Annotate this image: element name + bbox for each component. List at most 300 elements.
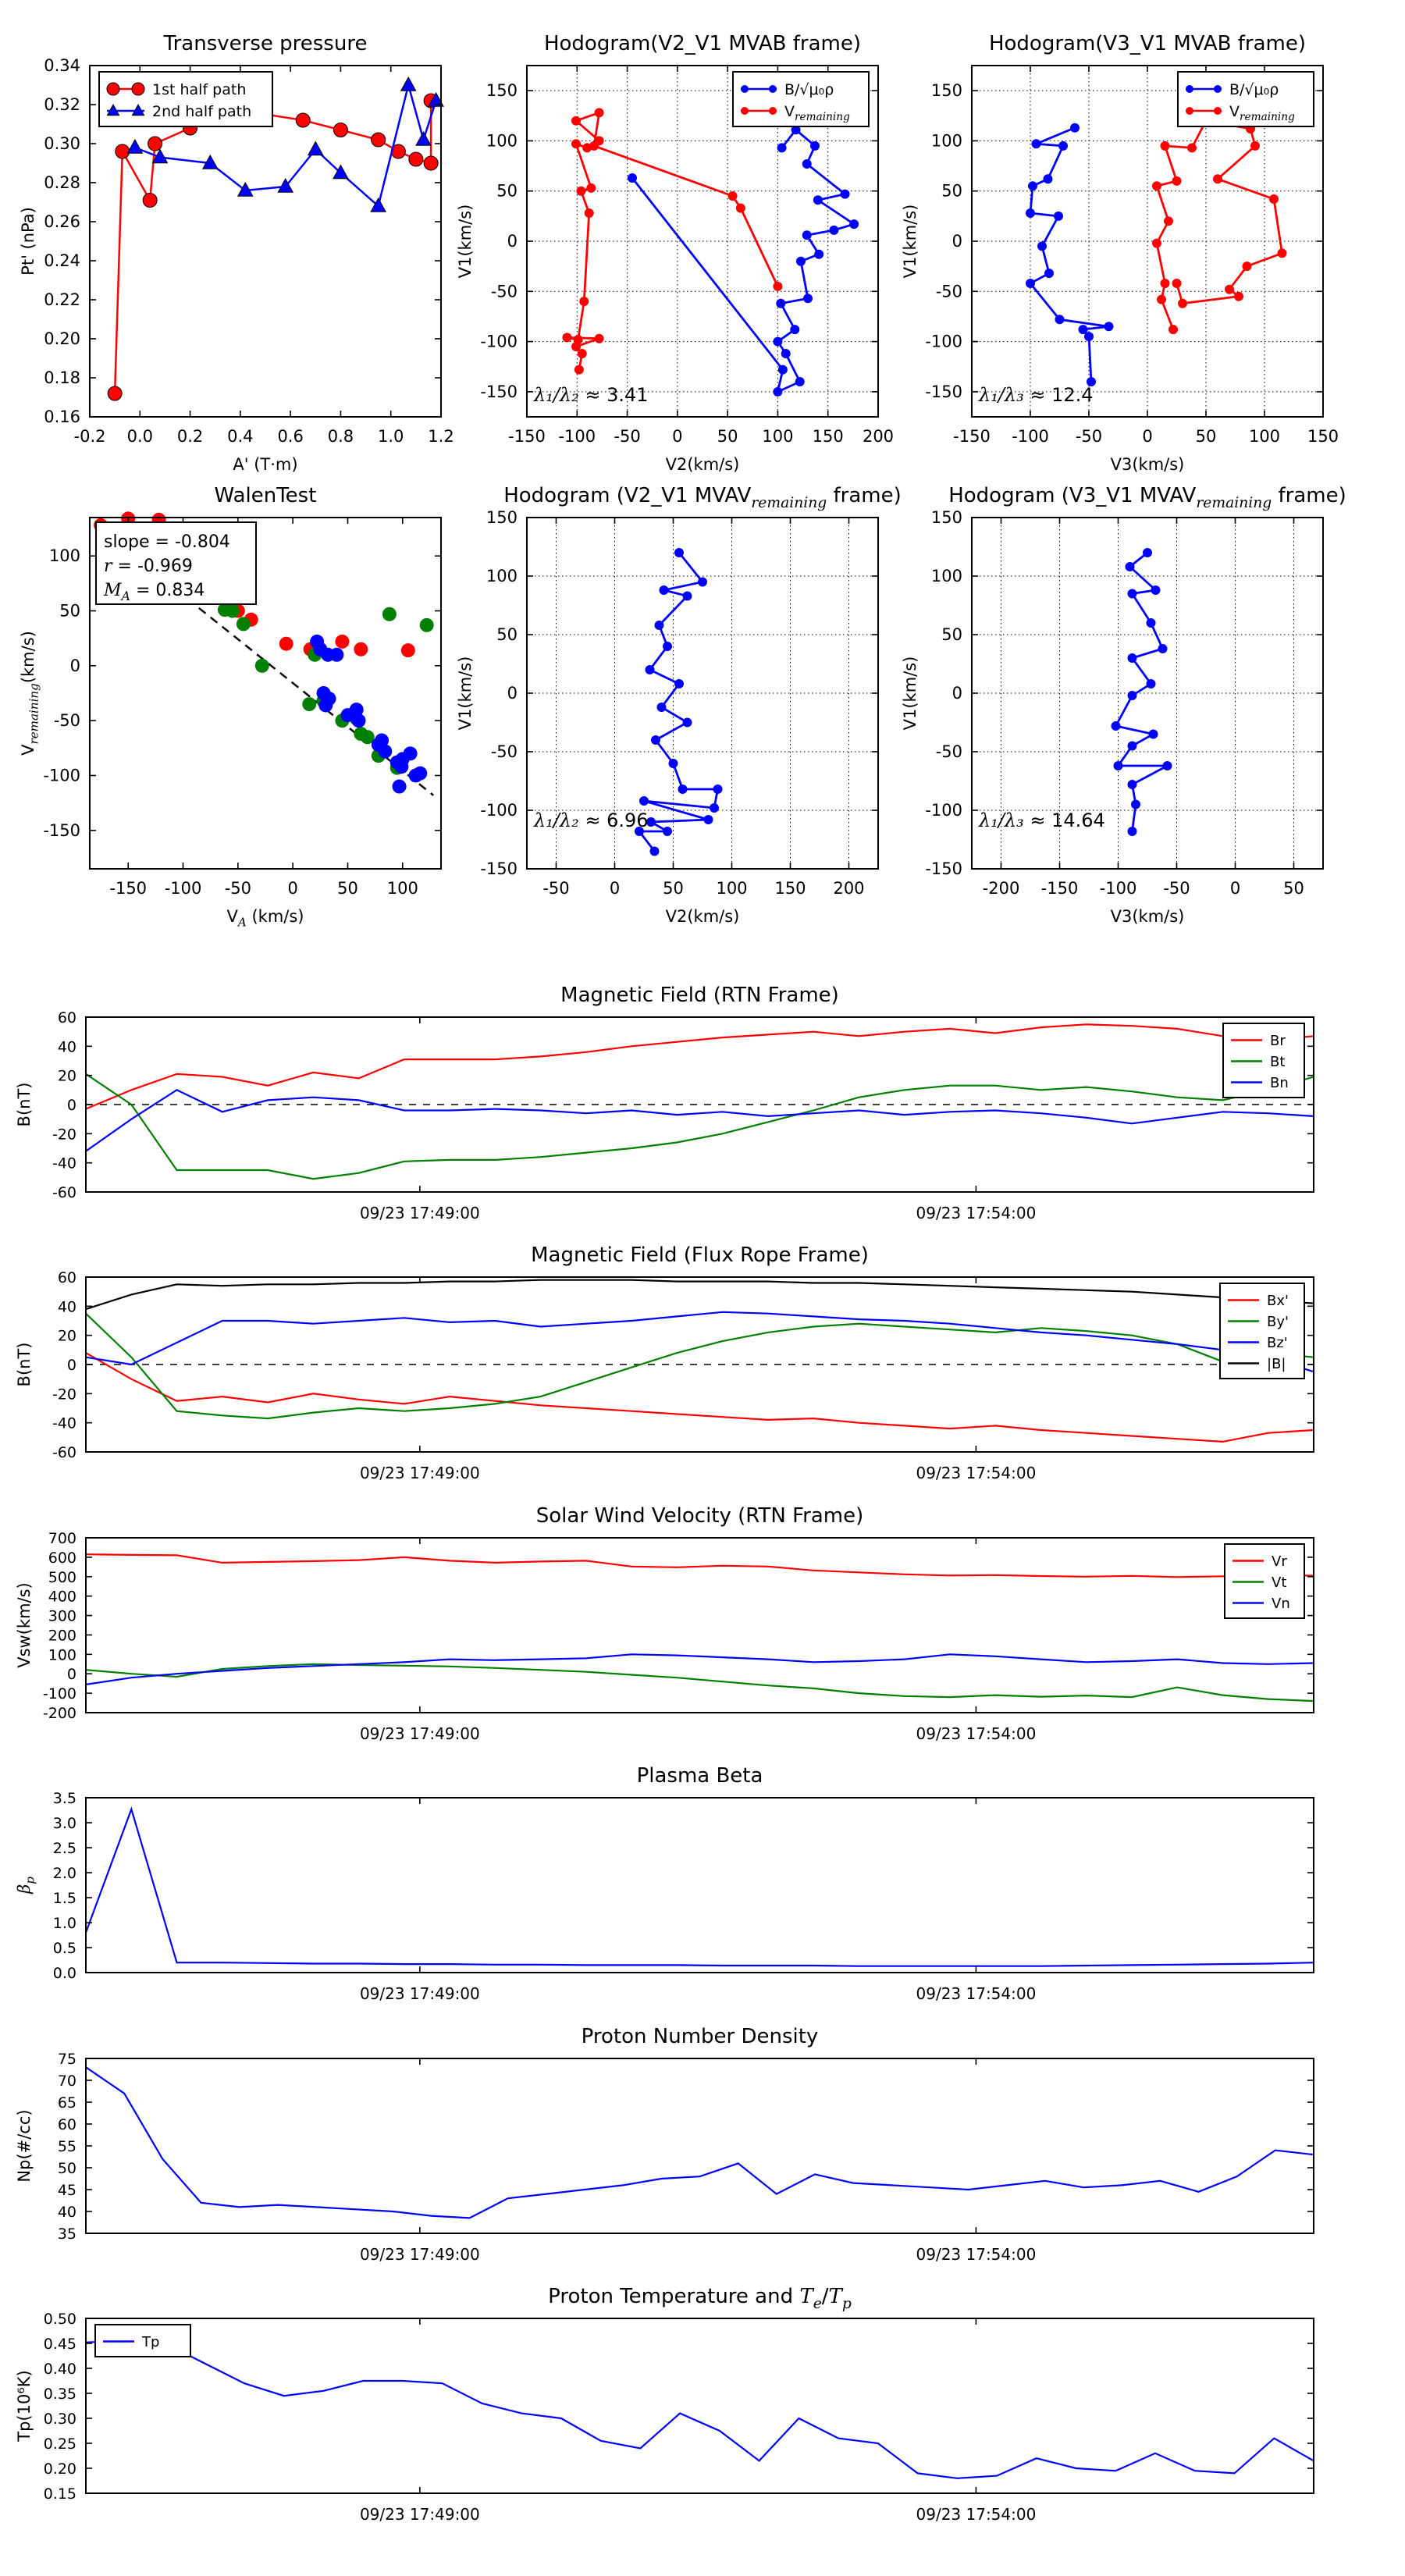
data-point xyxy=(813,195,823,205)
x-tick-label: 200 xyxy=(833,879,865,898)
y-tick-label: 55 xyxy=(57,2138,76,2155)
chart-title: Magnetic Field (RTN Frame) xyxy=(560,984,839,1007)
legend-label: Br xyxy=(1270,1032,1286,1049)
x-tick-label: 50 xyxy=(717,427,738,446)
data-point xyxy=(1112,721,1121,731)
y-tick-label: 0 xyxy=(507,684,518,703)
data-point xyxy=(1186,107,1193,115)
data-point xyxy=(1037,241,1047,251)
data-point xyxy=(382,607,397,621)
y-tick-label: 0.40 xyxy=(43,2361,76,2378)
chart-title: Magnetic Field (Flux Rope Frame) xyxy=(531,1244,869,1267)
data-point xyxy=(352,713,366,728)
y-tick-label: 0 xyxy=(69,656,80,675)
y-tick-label: 150 xyxy=(930,508,962,527)
data-point xyxy=(660,585,669,595)
data-point xyxy=(769,85,777,93)
data-point xyxy=(1243,262,1252,271)
legend-label: B/√μ₀ρ xyxy=(784,80,834,98)
x-tick-label: -50 xyxy=(1075,427,1103,446)
y-tick-label: 100 xyxy=(48,1646,76,1664)
y-tick-label: 0.34 xyxy=(44,56,80,75)
y-tick-label: 40 xyxy=(57,2204,76,2221)
data-point xyxy=(1044,174,1053,183)
data-point xyxy=(1168,325,1178,334)
y-tick-label: 35 xyxy=(57,2226,76,2243)
x-tick-label: 50 xyxy=(663,879,684,898)
y-tick-label: 65 xyxy=(57,2094,76,2112)
data-point xyxy=(1163,761,1172,770)
y-tick-label: 0.32 xyxy=(44,95,80,114)
data-point xyxy=(704,815,713,824)
x-tick-label: -150 xyxy=(109,879,148,898)
y-tick-label: 50 xyxy=(496,181,518,201)
x-tick-label: 150 xyxy=(812,427,844,446)
series-Bt xyxy=(86,1074,1314,1179)
y-tick-label: 60 xyxy=(57,2116,76,2133)
data-point xyxy=(736,204,745,213)
y-tick-label: 0 xyxy=(66,1097,76,1114)
data-point xyxy=(1278,248,1287,258)
legend-label: By' xyxy=(1267,1313,1289,1330)
x-tick-label: 100 xyxy=(386,879,418,898)
stats-line: slope = -0.804 xyxy=(104,532,230,552)
y-tick-label: 50 xyxy=(941,181,962,201)
data-point xyxy=(595,334,604,343)
series-Vt xyxy=(86,1664,1314,1701)
chart-title: Hodogram(V2_V1 MVAB frame) xyxy=(543,32,862,55)
x-tick-label: 09/23 17:49:00 xyxy=(359,1724,480,1743)
annotation-lambda-ratio: λ₁/λ₂ ≈ 6.96 xyxy=(534,809,649,831)
y-tick-label: 0 xyxy=(66,1357,76,1374)
chart-title: Plasma Beta xyxy=(636,1764,763,1788)
y-tick-label: 0.24 xyxy=(44,251,80,270)
data-point xyxy=(829,226,838,235)
data-point xyxy=(1269,194,1279,204)
y-tick-label: 45 xyxy=(57,2182,76,2199)
y-tick-label: 0.16 xyxy=(44,407,80,426)
series-Bz' xyxy=(86,1312,1314,1372)
y-tick-label: -100 xyxy=(43,766,80,785)
chart-magnetic-field-rtn xyxy=(0,966,1378,1264)
data-point xyxy=(1044,269,1054,278)
y-tick-label: -150 xyxy=(925,859,962,878)
y-tick-label: 50 xyxy=(941,625,962,644)
chart-title: Hodogram (V2_V1 $MVAV_{remaining}$ frame) xyxy=(503,484,902,512)
axis-x-label: V3(km/s) xyxy=(1110,455,1185,474)
y-tick-label: -100 xyxy=(480,801,518,820)
data-point xyxy=(710,803,719,813)
data-point xyxy=(404,746,418,760)
data-point xyxy=(1128,742,1137,751)
data-point xyxy=(663,827,672,836)
data-point xyxy=(1186,85,1193,93)
x-tick-label: -100 xyxy=(1012,427,1049,446)
y-tick-label: -50 xyxy=(490,742,518,761)
x-tick-label: 09/23 17:54:00 xyxy=(916,2245,1037,2264)
legend-label: Bt xyxy=(1270,1053,1286,1070)
data-point xyxy=(841,190,850,199)
data-point xyxy=(279,637,293,651)
data-point xyxy=(655,621,664,630)
y-tick-label: -60 xyxy=(52,1444,76,1461)
y-tick-label: -200 xyxy=(42,1705,76,1722)
data-point xyxy=(576,187,585,196)
data-point xyxy=(255,659,269,673)
y-tick-label: 20 xyxy=(57,1067,76,1085)
x-tick-label: 1.2 xyxy=(428,427,454,446)
x-tick-label: 50 xyxy=(337,879,358,898)
data-point xyxy=(728,191,738,201)
data-point xyxy=(810,141,820,151)
legend-label: Bz' xyxy=(1267,1334,1288,1351)
chart-title: Proton Temperature and $T_e/T_p$ xyxy=(548,2285,852,2313)
x-tick-label: 0.2 xyxy=(176,427,204,446)
data-point xyxy=(713,785,723,794)
axes-box xyxy=(86,1798,1314,1973)
y-tick-label: 0.28 xyxy=(44,173,80,192)
axis-y-label: V1(km/s) xyxy=(901,204,919,279)
data-point xyxy=(237,617,251,631)
y-tick-label: -20 xyxy=(52,1126,76,1144)
series-B xyxy=(1030,128,1109,382)
data-point xyxy=(571,139,581,148)
y-tick-label: 0.50 xyxy=(43,2311,76,2328)
data-point xyxy=(394,760,408,774)
data-point xyxy=(773,337,782,347)
data-point xyxy=(296,113,310,127)
data-point xyxy=(1128,691,1137,700)
x-tick-label: 150 xyxy=(1307,427,1339,446)
data-point xyxy=(1055,315,1065,324)
y-tick-label: 0.45 xyxy=(43,2336,76,2353)
x-tick-label: 09/23 17:49:00 xyxy=(359,2505,480,2524)
data-point xyxy=(335,635,349,649)
x-tick-label: 1.0 xyxy=(378,427,404,446)
chart-hodogram-v2v1-mvav xyxy=(435,466,942,941)
y-tick-label: 0.18 xyxy=(44,368,80,387)
y-tick-label: 100 xyxy=(486,131,518,151)
y-tick-label: 500 xyxy=(48,1568,76,1586)
data-point xyxy=(1214,107,1222,115)
legend-label: $V_{remaining}$ xyxy=(1229,102,1295,123)
x-tick-label: 150 xyxy=(774,879,806,898)
data-point xyxy=(127,140,142,153)
data-point xyxy=(329,648,343,662)
data-point xyxy=(132,83,144,95)
x-tick-label: -150 xyxy=(953,427,991,446)
data-point xyxy=(650,847,660,856)
x-tick-label: 09/23 17:49:00 xyxy=(359,2245,480,2264)
y-tick-label: -100 xyxy=(480,332,518,351)
data-point xyxy=(1026,208,1035,218)
y-tick-label: -100 xyxy=(42,1685,76,1703)
data-point xyxy=(226,604,240,618)
y-tick-label: 150 xyxy=(486,508,518,527)
y-tick-label: 50 xyxy=(59,601,80,621)
data-point xyxy=(669,759,678,768)
axis-x-label: V2(km/s) xyxy=(665,455,740,474)
data-point xyxy=(354,642,368,656)
x-tick-label: 09/23 17:49:00 xyxy=(359,1984,480,2003)
x-tick-label: 0 xyxy=(1142,427,1153,446)
legend-label: $V_{remaining}$ xyxy=(784,102,850,123)
data-point xyxy=(401,77,416,91)
data-point xyxy=(589,141,599,151)
x-tick-label: -150 xyxy=(508,427,546,446)
chart-transverse-pressure xyxy=(0,14,505,489)
x-tick-label: 0.8 xyxy=(327,427,354,446)
axis-x-label: V2(km/s) xyxy=(665,907,740,926)
data-point xyxy=(639,796,649,806)
data-point xyxy=(1131,800,1140,809)
stats-line: $M_A = 0.834$ xyxy=(104,581,205,603)
data-point xyxy=(1172,279,1182,288)
data-point xyxy=(849,219,859,229)
y-tick-label: 50 xyxy=(57,2160,76,2177)
annotation-lambda-ratio: λ₁/λ₃ ≈ 14.64 xyxy=(979,809,1105,831)
data-point xyxy=(1128,589,1137,599)
x-tick-label: 09/23 17:54:00 xyxy=(916,1204,1037,1222)
data-point xyxy=(1143,548,1152,557)
x-tick-label: 09/23 17:49:00 xyxy=(359,1204,480,1222)
data-point xyxy=(674,679,684,688)
y-tick-label: -40 xyxy=(52,1155,76,1172)
axes-box xyxy=(86,1538,1314,1713)
data-point xyxy=(1147,618,1156,628)
data-point xyxy=(1172,176,1182,186)
y-tick-label: 50 xyxy=(496,625,518,644)
x-tick-label: -50 xyxy=(224,879,251,898)
x-tick-label: 09/23 17:54:00 xyxy=(916,1464,1037,1482)
data-point xyxy=(393,780,407,794)
data-point xyxy=(683,718,692,728)
y-tick-label: 0.25 xyxy=(43,2435,76,2453)
axes-box xyxy=(86,2058,1314,2233)
x-tick-label: -50 xyxy=(1163,879,1190,898)
y-tick-label: -50 xyxy=(490,282,518,301)
data-point xyxy=(678,785,688,794)
data-point xyxy=(579,297,589,306)
data-point xyxy=(1028,181,1037,190)
chart-hodogram-v2v1-mvab xyxy=(435,14,942,489)
x-tick-label: -150 xyxy=(1040,879,1079,898)
x-tick-label: 0 xyxy=(1229,879,1241,898)
data-point xyxy=(741,107,749,115)
y-tick-label: 0.30 xyxy=(44,134,80,153)
series-Tp xyxy=(86,2341,1314,2478)
y-tick-label: 0.20 xyxy=(44,329,80,348)
legend-label: |B| xyxy=(1267,1355,1286,1372)
y-tick-label: 2.0 xyxy=(52,1865,76,1882)
series-Bx' xyxy=(86,1353,1314,1442)
y-tick-label: 0 xyxy=(507,232,518,251)
chart-title: Hodogram (V3_V1 $MVAV_{remaining}$ frame) xyxy=(948,484,1346,512)
data-point xyxy=(1128,653,1137,663)
y-tick-label: 0.15 xyxy=(43,2485,76,2503)
data-point xyxy=(1114,761,1123,770)
data-point xyxy=(802,159,812,169)
data-point xyxy=(683,592,692,601)
x-tick-label: -0.2 xyxy=(73,427,106,446)
y-tick-label: -100 xyxy=(925,332,962,351)
data-point xyxy=(413,767,427,781)
series-V_remaining xyxy=(1157,121,1282,329)
y-tick-label: 75 xyxy=(57,2051,76,2068)
axis-y-label: B(nT) xyxy=(15,1342,34,1387)
data-point xyxy=(814,250,823,259)
data-point xyxy=(769,107,777,115)
axis-y-label: $V_{remaining}(km/s)$ xyxy=(19,631,41,756)
axis-y-label: Vsw(km/s) xyxy=(15,1582,34,1668)
data-point xyxy=(585,208,594,218)
series-B xyxy=(1116,553,1168,831)
x-tick-label: 0 xyxy=(609,879,621,898)
data-point xyxy=(1147,679,1156,688)
data-point xyxy=(803,294,813,303)
data-point xyxy=(773,282,782,291)
axis-x-label: $V_A$ (km/s) xyxy=(226,907,304,930)
y-tick-label: 100 xyxy=(48,546,80,566)
y-tick-label: -150 xyxy=(925,382,962,401)
axis-y-label: B(nT) xyxy=(15,1082,34,1127)
data-point xyxy=(1151,585,1161,595)
data-point xyxy=(574,365,584,375)
data-point xyxy=(777,143,787,152)
series-B xyxy=(632,130,854,392)
data-point xyxy=(1084,332,1094,341)
x-tick-label: 200 xyxy=(862,427,895,446)
data-point xyxy=(1161,141,1170,151)
data-point xyxy=(372,133,386,147)
series-B xyxy=(639,553,718,852)
data-point xyxy=(586,183,596,193)
data-point xyxy=(107,83,119,95)
axis-x-label: A' (T·m) xyxy=(233,455,298,474)
data-point xyxy=(108,386,122,400)
x-tick-label: -50 xyxy=(614,427,641,446)
x-tick-label: 0.6 xyxy=(277,427,304,446)
legend-label: Vn xyxy=(1272,1595,1290,1612)
legend-label: Bn xyxy=(1270,1074,1289,1091)
chart-solar-wind-velocity xyxy=(0,1486,1378,1784)
y-tick-label: 2.5 xyxy=(52,1840,76,1857)
data-point xyxy=(574,335,583,344)
y-tick-label: 100 xyxy=(486,567,518,585)
legend-label: Vt xyxy=(1272,1574,1287,1591)
chart-title: Solar Wind Velocity (RTN Frame) xyxy=(535,1504,864,1528)
data-point xyxy=(378,745,392,759)
data-point xyxy=(628,173,637,183)
data-point xyxy=(302,697,316,711)
y-tick-label: 40 xyxy=(57,1038,76,1056)
data-point xyxy=(595,108,604,117)
x-tick-label: 09/23 17:54:00 xyxy=(916,1724,1037,1743)
data-point xyxy=(318,698,333,712)
y-tick-label: 150 xyxy=(486,81,518,101)
data-point xyxy=(1157,295,1166,304)
annotation-lambda-ratio: λ₁/λ₂ ≈ 3.41 xyxy=(534,383,649,406)
y-tick-label: -50 xyxy=(53,711,80,731)
x-tick-label: -100 xyxy=(1099,879,1137,898)
chart-title: Proton Number Density xyxy=(581,2025,819,2048)
x-tick-label: 100 xyxy=(762,427,794,446)
data-point xyxy=(571,116,581,126)
x-tick-label: 100 xyxy=(716,879,748,898)
data-point xyxy=(1158,644,1168,653)
axis-y-label: V1(km/s) xyxy=(456,656,475,731)
data-point xyxy=(674,548,684,557)
data-point xyxy=(663,642,672,651)
y-tick-label: 150 xyxy=(930,81,962,101)
data-point xyxy=(1126,562,1135,571)
data-point xyxy=(1178,299,1187,308)
data-point xyxy=(1250,141,1260,151)
x-tick-label: 0.0 xyxy=(126,427,153,446)
y-tick-label: 0.30 xyxy=(43,2411,76,2428)
data-point xyxy=(776,299,785,308)
x-tick-label: 0.4 xyxy=(227,427,254,446)
axis-y-label: V1(km/s) xyxy=(456,204,475,279)
x-tick-label: 09/23 17:49:00 xyxy=(359,1464,480,1482)
data-point xyxy=(116,144,130,158)
data-point xyxy=(308,142,323,155)
series-beta_p xyxy=(86,1809,1314,1966)
y-tick-label: 3.5 xyxy=(52,1790,76,1807)
legend-label: Vr xyxy=(1272,1553,1287,1570)
legend-label: 1st half path xyxy=(152,80,247,98)
y-tick-label: 0.22 xyxy=(44,290,80,309)
y-tick-label: 300 xyxy=(48,1607,76,1625)
chart-proton-number-density xyxy=(0,2007,1378,2305)
y-tick-label: 70 xyxy=(57,2073,76,2090)
data-point xyxy=(1058,141,1068,151)
chart-title: WalenTest xyxy=(214,484,317,507)
data-point xyxy=(1164,216,1173,226)
x-tick-label: 0 xyxy=(287,879,298,898)
data-point xyxy=(333,123,347,137)
axis-y-label: $\beta_p$ xyxy=(15,1877,37,1894)
x-tick-label: -100 xyxy=(558,427,596,446)
x-tick-label: 09/23 17:54:00 xyxy=(916,2505,1037,2524)
x-tick-label: 09/23 17:54:00 xyxy=(916,1984,1037,2003)
data-point xyxy=(562,333,571,342)
y-tick-label: 0.35 xyxy=(43,2386,76,2403)
data-point xyxy=(1128,827,1137,836)
data-point xyxy=(795,377,805,386)
x-tick-label: -50 xyxy=(542,879,570,898)
axis-y-label: Pt' (nPa) xyxy=(19,207,37,276)
data-point xyxy=(651,735,660,745)
y-tick-label: 60 xyxy=(57,1009,76,1026)
x-tick-label: 100 xyxy=(1248,427,1281,446)
axis-y-label: Tp(10⁶K) xyxy=(15,2370,34,2442)
legend-label: Bx' xyxy=(1267,1292,1289,1309)
legend-label: 2nd half path xyxy=(152,102,252,120)
annotation-lambda-ratio: λ₁/λ₃ ≈ 12.4 xyxy=(979,383,1094,406)
data-point xyxy=(1070,123,1080,133)
series-Br xyxy=(86,1024,1314,1108)
axis-y-label: V1(km/s) xyxy=(901,656,919,731)
data-point xyxy=(1152,239,1161,248)
data-point xyxy=(1152,181,1161,190)
data-point xyxy=(401,643,415,657)
legend-label: Tp xyxy=(142,2333,160,2350)
y-tick-label: 0 xyxy=(951,684,962,703)
y-tick-label: -50 xyxy=(935,742,962,761)
x-tick-label: -100 xyxy=(164,879,202,898)
axes-box xyxy=(86,2318,1314,2493)
